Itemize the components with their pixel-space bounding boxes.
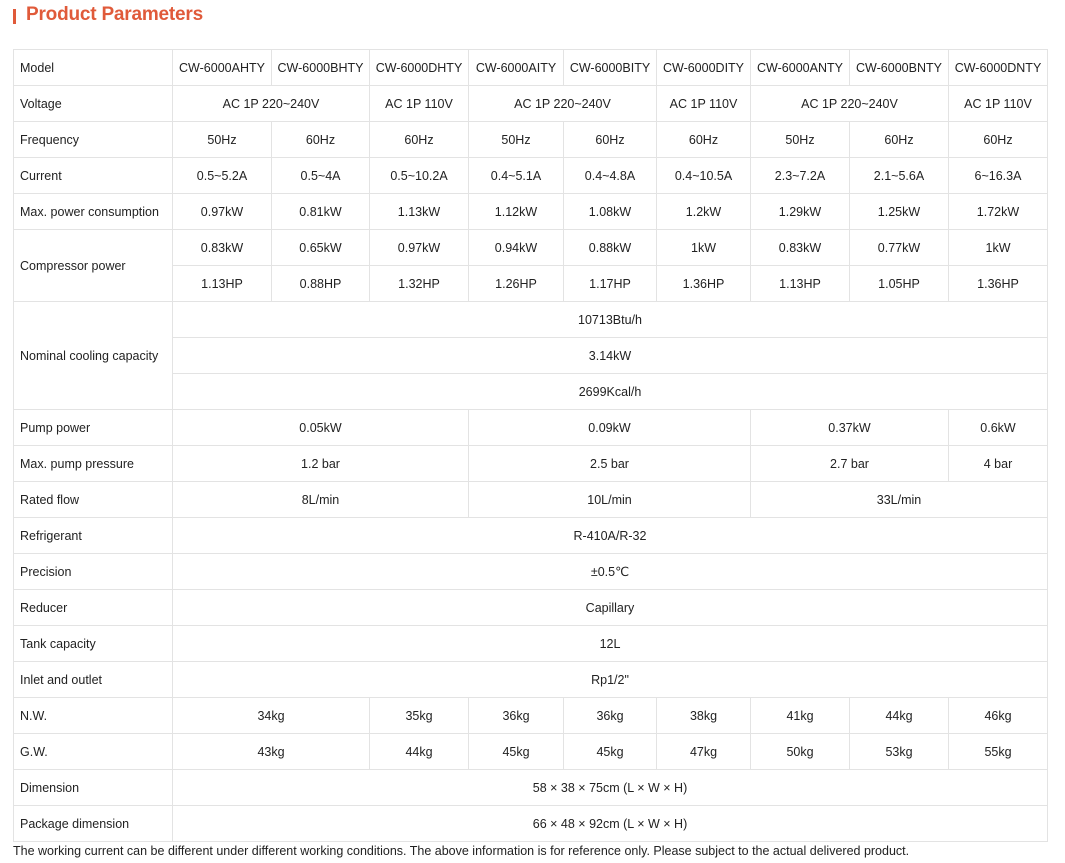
nw-cell: 38kg (657, 698, 751, 734)
section-heading (13, 3, 203, 27)
reducer-cell: Capillary (173, 590, 1048, 626)
row-label-rated-flow: Rated flow (14, 482, 173, 518)
model-cell: CW-6000BITY (564, 50, 657, 86)
row-label-dimension: Dimension (14, 770, 173, 806)
table-row-precision (14, 554, 1048, 590)
pump-power-cell: 0.6kW (949, 410, 1048, 446)
table-row-reducer (14, 590, 1048, 626)
gw-cell: 47kg (657, 734, 751, 770)
nw-cell: 36kg (564, 698, 657, 734)
gw-cell: 45kg (469, 734, 564, 770)
gw-cell: 53kg (850, 734, 949, 770)
gw-cell: 43kg (173, 734, 370, 770)
pump-pressure-cell: 2.5 bar (469, 446, 751, 482)
table-row-voltage (14, 86, 1048, 122)
row-label-frequency: Frequency (14, 122, 173, 158)
row-label-inlet: Inlet and outlet (14, 662, 173, 698)
frequency-cell: 60Hz (272, 122, 370, 158)
table-row-nw (14, 698, 1048, 734)
current-cell: 0.4~5.1A (469, 158, 564, 194)
cooling-btu-cell: 10713Btu/h (173, 302, 1048, 338)
max-power-cell: 1.29kW (751, 194, 850, 230)
frequency-cell: 60Hz (564, 122, 657, 158)
row-label-current: Current (14, 158, 173, 194)
row-label-precision: Precision (14, 554, 173, 590)
compressor-kw-cell: 0.97kW (370, 230, 469, 266)
row-label-reducer: Reducer (14, 590, 173, 626)
dimension-cell: 58 × 38 × 75cm (L × W × H) (173, 770, 1048, 806)
voltage-cell: AC 1P 220~240V (173, 86, 370, 122)
rated-flow-cell: 8L/min (173, 482, 469, 518)
frequency-cell: 60Hz (850, 122, 949, 158)
compressor-hp-cell: 1.32HP (370, 266, 469, 302)
model-cell: CW-6000AHTY (173, 50, 272, 86)
gw-cell: 55kg (949, 734, 1048, 770)
nw-cell: 35kg (370, 698, 469, 734)
table-row-rated-flow (14, 482, 1048, 518)
voltage-cell: AC 1P 110V (949, 86, 1048, 122)
row-label-package: Package dimension (14, 806, 173, 842)
pump-power-cell: 0.09kW (469, 410, 751, 446)
package-cell: 66 × 48 × 92cm (L × W × H) (173, 806, 1048, 842)
compressor-hp-cell: 1.26HP (469, 266, 564, 302)
model-cell: CW-6000BNTY (850, 50, 949, 86)
compressor-kw-cell: 0.83kW (173, 230, 272, 266)
row-label-model: Model (14, 50, 173, 86)
compressor-kw-cell: 1kW (657, 230, 751, 266)
current-cell: 0.4~4.8A (564, 158, 657, 194)
pump-pressure-cell: 4 bar (949, 446, 1048, 482)
current-cell: 0.5~4A (272, 158, 370, 194)
current-cell: 0.5~5.2A (173, 158, 272, 194)
table-row-cooling-btu (14, 302, 1048, 338)
cooling-kw-cell: 3.14kW (173, 338, 1048, 374)
max-power-cell: 1.13kW (370, 194, 469, 230)
current-cell: 6~16.3A (949, 158, 1048, 194)
row-label-voltage: Voltage (14, 86, 173, 122)
compressor-kw-cell: 0.65kW (272, 230, 370, 266)
table-row-pump-power (14, 410, 1048, 446)
table-row-max-power (14, 194, 1048, 230)
row-label-pump-power: Pump power (14, 410, 173, 446)
table-row-tank (14, 626, 1048, 662)
voltage-cell: AC 1P 110V (657, 86, 751, 122)
table-row-model (14, 50, 1048, 86)
compressor-hp-cell: 1.05HP (850, 266, 949, 302)
model-cell: CW-6000DITY (657, 50, 751, 86)
frequency-cell: 60Hz (657, 122, 751, 158)
nw-cell: 34kg (173, 698, 370, 734)
max-power-cell: 1.12kW (469, 194, 564, 230)
table-row-current (14, 158, 1048, 194)
model-cell: CW-6000DNTY (949, 50, 1048, 86)
compressor-hp-cell: 1.36HP (657, 266, 751, 302)
model-cell: CW-6000ANTY (751, 50, 850, 86)
row-label-pump-pressure: Max. pump pressure (14, 446, 173, 482)
row-label-gw: G.W. (14, 734, 173, 770)
footnote: The working current can be different under different working conditions. The above information is for reference only. Please subject to the actual delivered product. (13, 844, 910, 858)
rated-flow-cell: 33L/min (751, 482, 1048, 518)
compressor-hp-cell: 1.36HP (949, 266, 1048, 302)
compressor-kw-cell: 0.77kW (850, 230, 949, 266)
inlet-cell: Rp1/2" (173, 662, 1048, 698)
row-label-tank: Tank capacity (14, 626, 173, 662)
nw-cell: 44kg (850, 698, 949, 734)
cooling-kcal-cell: 2699Kcal/h (173, 374, 1048, 410)
table-row-inlet (14, 662, 1048, 698)
pump-pressure-cell: 1.2 bar (173, 446, 469, 482)
nw-cell: 41kg (751, 698, 850, 734)
model-cell: CW-6000DHTY (370, 50, 469, 86)
voltage-cell: AC 1P 110V (370, 86, 469, 122)
model-cell: CW-6000AITY (469, 50, 564, 86)
voltage-cell: AC 1P 220~240V (751, 86, 949, 122)
max-power-cell: 1.72kW (949, 194, 1048, 230)
pump-pressure-cell: 2.7 bar (751, 446, 949, 482)
frequency-cell: 50Hz (751, 122, 850, 158)
table-row-dimension (14, 770, 1048, 806)
max-power-cell: 1.2kW (657, 194, 751, 230)
gw-cell: 45kg (564, 734, 657, 770)
current-cell: 2.1~5.6A (850, 158, 949, 194)
section-title: Product Parameters (26, 4, 203, 25)
pump-power-cell: 0.05kW (173, 410, 469, 446)
frequency-cell: 60Hz (370, 122, 469, 158)
model-cell: CW-6000BHTY (272, 50, 370, 86)
product-parameters-table (13, 49, 1048, 842)
nw-cell: 36kg (469, 698, 564, 734)
table-row-frequency (14, 122, 1048, 158)
frequency-cell: 60Hz (949, 122, 1048, 158)
table-row-gw (14, 734, 1048, 770)
table-row-compressor-kw (14, 230, 1048, 266)
voltage-cell: AC 1P 220~240V (469, 86, 657, 122)
frequency-cell: 50Hz (469, 122, 564, 158)
compressor-kw-cell: 0.83kW (751, 230, 850, 266)
compressor-hp-cell: 1.13HP (173, 266, 272, 302)
max-power-cell: 1.25kW (850, 194, 949, 230)
row-label-compressor: Compressor power (14, 230, 173, 302)
compressor-hp-cell: 1.17HP (564, 266, 657, 302)
heading-accent-bar (13, 9, 16, 24)
frequency-cell: 50Hz (173, 122, 272, 158)
table-row-refrigerant (14, 518, 1048, 554)
max-power-cell: 0.97kW (173, 194, 272, 230)
compressor-kw-cell: 0.88kW (564, 230, 657, 266)
precision-cell: ±0.5℃ (173, 554, 1048, 590)
max-power-cell: 1.08kW (564, 194, 657, 230)
gw-cell: 50kg (751, 734, 850, 770)
nw-cell: 46kg (949, 698, 1048, 734)
compressor-kw-cell: 1kW (949, 230, 1048, 266)
gw-cell: 44kg (370, 734, 469, 770)
current-cell: 0.4~10.5A (657, 158, 751, 194)
compressor-kw-cell: 0.94kW (469, 230, 564, 266)
max-power-cell: 0.81kW (272, 194, 370, 230)
compressor-hp-cell: 0.88HP (272, 266, 370, 302)
row-label-max-power: Max. power consumption (14, 194, 173, 230)
refrigerant-cell: R-410A/R-32 (173, 518, 1048, 554)
tank-cell: 12L (173, 626, 1048, 662)
current-cell: 0.5~10.2A (370, 158, 469, 194)
table-row-pump-pressure (14, 446, 1048, 482)
rated-flow-cell: 10L/min (469, 482, 751, 518)
pump-power-cell: 0.37kW (751, 410, 949, 446)
current-cell: 2.3~7.2A (751, 158, 850, 194)
row-label-refrigerant: Refrigerant (14, 518, 173, 554)
row-label-cooling: Nominal cooling capacity (14, 302, 173, 410)
compressor-hp-cell: 1.13HP (751, 266, 850, 302)
row-label-nw: N.W. (14, 698, 173, 734)
table-row-package (14, 806, 1048, 842)
